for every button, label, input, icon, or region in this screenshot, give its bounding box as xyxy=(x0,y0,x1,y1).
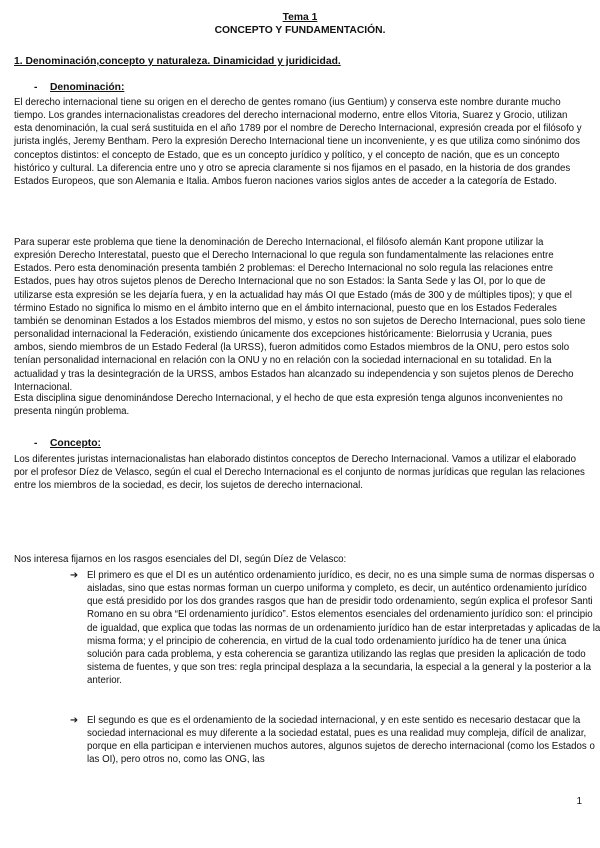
paragraph-concepto-2: Nos interesa fijarnos en los rasgos esenciales del DI, según Díez de Velasco: xyxy=(14,554,347,565)
paragraph-denominacion-1: El derecho internacional tiene su origen en el derecho de gentes romano (ius Gentium) y conserva este nombre durante mucho tiempo. Los grandes internacionalistas creadores del derecho internacional moderno, entre ellos Vitoria, Suarez y Grocio, utilizan esta denominación, la cual será sustituida en el año 1789 por el nombre de Derecho Internacional, expresión creada por el filósofo y jurista inglés, Jeremy Bentham. Pero la expresión Derecho Internacional tiene un inconveniente, y es que utiliza como sinónimo dos conceptos distintos: el concepto de Estado, que es un concepto jurídico y político, y el concepto de nación, que es un concepto histórico y cultural. La diferencia entre uno y otro se aprecia claramente si nos fijamos en el pasado, en la historia de dos grandes Estados Europeos, que son Alemania e Italia. Ambos fueron naciones varios siglos antes de acceder a la categoría de Estado. xyxy=(14,97,582,187)
paragraph-denominacion-2: Para superar este problema que tiene la denominación de Derecho Internacional, el filósofo alemán Kant propone utilizar la expresión Derecho Interestatal, puesto que el Derecho Internacional lo que regula son fundamentalmente las relaciones entre Estados. Pero esta denominación presenta también 2 problemas: el Derecho Internacional no solo regula las relaciones entre Estados, pues hay otros sujetos plenos de Derecho Internacional que no son Estados: la Santa Sede y las OI, por lo que de utilizarse esta expresión se les dejaría fuera, y en la actualidad hay más OI que Estado (más de 300 y de múltiples tipos); y que el término Estado no significa lo mismo en el ámbito interno que en el ámbito internacional, puesto que en los Estados Federales también se denominan Estados a los Estados miembros del mismo, y estos no son sujetos de Derecho Internacional, pues solo tiene personalidad internacional la Federación, existiendo únicamente dos excepciones históricamente: Bielorrusia y Ucrania, pues ambos, siendo miembros de un Estado Federal (la URSS), fueron admitidos como Estados miembros de la ONU, pero estos solo tenían personalidad internacional en relación con la ONU y no en relación con la sociedad internacional en su totalidad. En la actualidad y tras la desintegración de la URSS, ambos Estados han alcanzado su independencia y son sujetos plenos de Derecho Internacional. xyxy=(14,237,586,393)
list-item-text: El primero es que el DI es un auténtico ordenamiento jurídico, es decir, no es una simple suma de normas dispersas o aisladas, sino que estas normas forman un cuerpo uniforma y completo, es decir, un auténtico ordenamiento jurídico que está presidido por los dos grandes rasgos que han de presidir todo ordenamiento, según explica el profesor Santi Romano en su obra “El ordenamiento jurídico”. Estos elementos esenciales del ordenamiento jurídico son: el principio de igualdad, que explica que todas las normas de un ordenamiento jurídico han de estar interpretadas y aplicadas de la misma forma; y el principio de coherencia, en virtud de la cual todo ordenamiento jurídico ha de tener una única solución para cada problema, y esta coherencia se garantiza utilizando las reglas que presiden la aplicación de todo sistema de fuentes, y que son tres: regla principal desplaza a la secundaria, la especial a la general y la posterior a la anterior. xyxy=(87,570,600,687)
document-title: CONCEPTO Y FUNDAMENTACIÓN. xyxy=(214,25,386,36)
paragraph-denominacion-3: Esta disciplina sigue denominándose Derecho Internacional, y el hecho de que esta expresión tenga algunos inconvenientes no presenta ningún problema. xyxy=(14,393,563,418)
subheading-denominacion xyxy=(34,82,124,93)
tema-label: Tema 1 xyxy=(282,12,318,23)
page-number: 1 xyxy=(576,796,582,807)
list-item-text: El segundo es que es el ordenamiento de la sociedad internacional, y en este sentido es necesario destacar que la sociedad internacional es muy diferente a la sociedad estatal, pues es una realidad muy compleja, difícil de analizar, porque en ella participan e intervienen muchos autores, algunos sujetos de derecho internacional (como los Estados o las OI), pero otros no, como las ONG, las xyxy=(87,715,595,766)
paragraph-concepto-1: Los diferentes juristas internacionalistas han elaborado distintos conceptos de Derecho Internacional. Vamos a utilizar el elaborado por el profesor Díez de Velasco, según el cual el Derecho Internacional es el conjunto de normas jurídicas que regulan las relaciones entre los miembros de la sociedad, es decir, los sujetos de derecho internacional. xyxy=(14,454,585,492)
subheading-label: Denominación: xyxy=(50,82,125,93)
subheading-label: Concepto: xyxy=(50,438,101,449)
list-item xyxy=(70,714,600,767)
arrow-right-icon: ➔ xyxy=(70,715,79,726)
list-item xyxy=(70,569,600,687)
bullet-dash: - xyxy=(34,438,38,449)
bullet-dash: - xyxy=(34,82,38,93)
subheading-concepto xyxy=(34,438,101,449)
arrow-right-icon: ➔ xyxy=(70,570,79,581)
section-heading: 1. Denominación,concepto y naturaleza. Dinamicidad y juridicidad. xyxy=(14,56,341,67)
